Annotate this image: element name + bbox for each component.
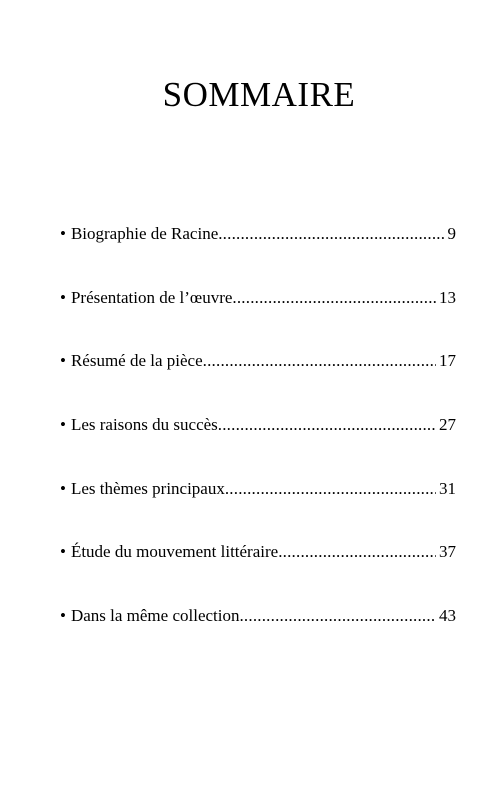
dot-leader [278,540,436,564]
toc-entry-themes [60,477,456,541]
toc-entry-label: Présentation de l’œuvre [70,287,233,307]
dot-leader [232,286,436,310]
bullet-marker: • [60,351,66,371]
toc-entry-label: Les raisons du succès [70,415,218,435]
toc-page-number: 43 [439,606,456,626]
toc-entry-biographie [60,222,456,286]
bullet-marker: • [60,542,66,562]
toc-entry-presentation [60,286,456,350]
dot-leader [218,222,444,246]
bullet-marker: • [60,478,66,498]
toc-page-number: 13 [439,287,456,307]
bullet-marker: • [60,224,66,243]
dot-leader [225,477,436,501]
toc-entry-resume [60,349,456,413]
dot-leader [203,349,436,373]
toc-entry-collection [60,604,456,668]
toc-page-number: 27 [439,415,456,435]
toc-entry-label: Étude du mouvement littéraire [70,542,279,562]
toc-entry-label: Les thèmes principaux [70,478,225,498]
toc-page-number: 31 [439,478,456,498]
toc-page-number: 17 [439,351,456,371]
toc-entry-etude [60,540,456,604]
toc-entry-label: Biographie de Racine [70,224,219,243]
toc-page-number: 37 [439,542,456,562]
dot-leader [218,413,436,437]
toc-entry-raisons [60,413,456,477]
toc-page-number: 9 [447,224,456,243]
toc-entry-label: Dans la même collection [70,606,240,626]
toc-entry-label: Résumé de la pièce [70,351,203,371]
table-of-contents [60,222,456,668]
page-title: SOMMAIRE [162,75,356,114]
bullet-marker: • [60,287,66,307]
bullet-marker: • [60,606,66,626]
dot-leader [239,604,436,628]
bullet-marker: • [60,415,66,435]
